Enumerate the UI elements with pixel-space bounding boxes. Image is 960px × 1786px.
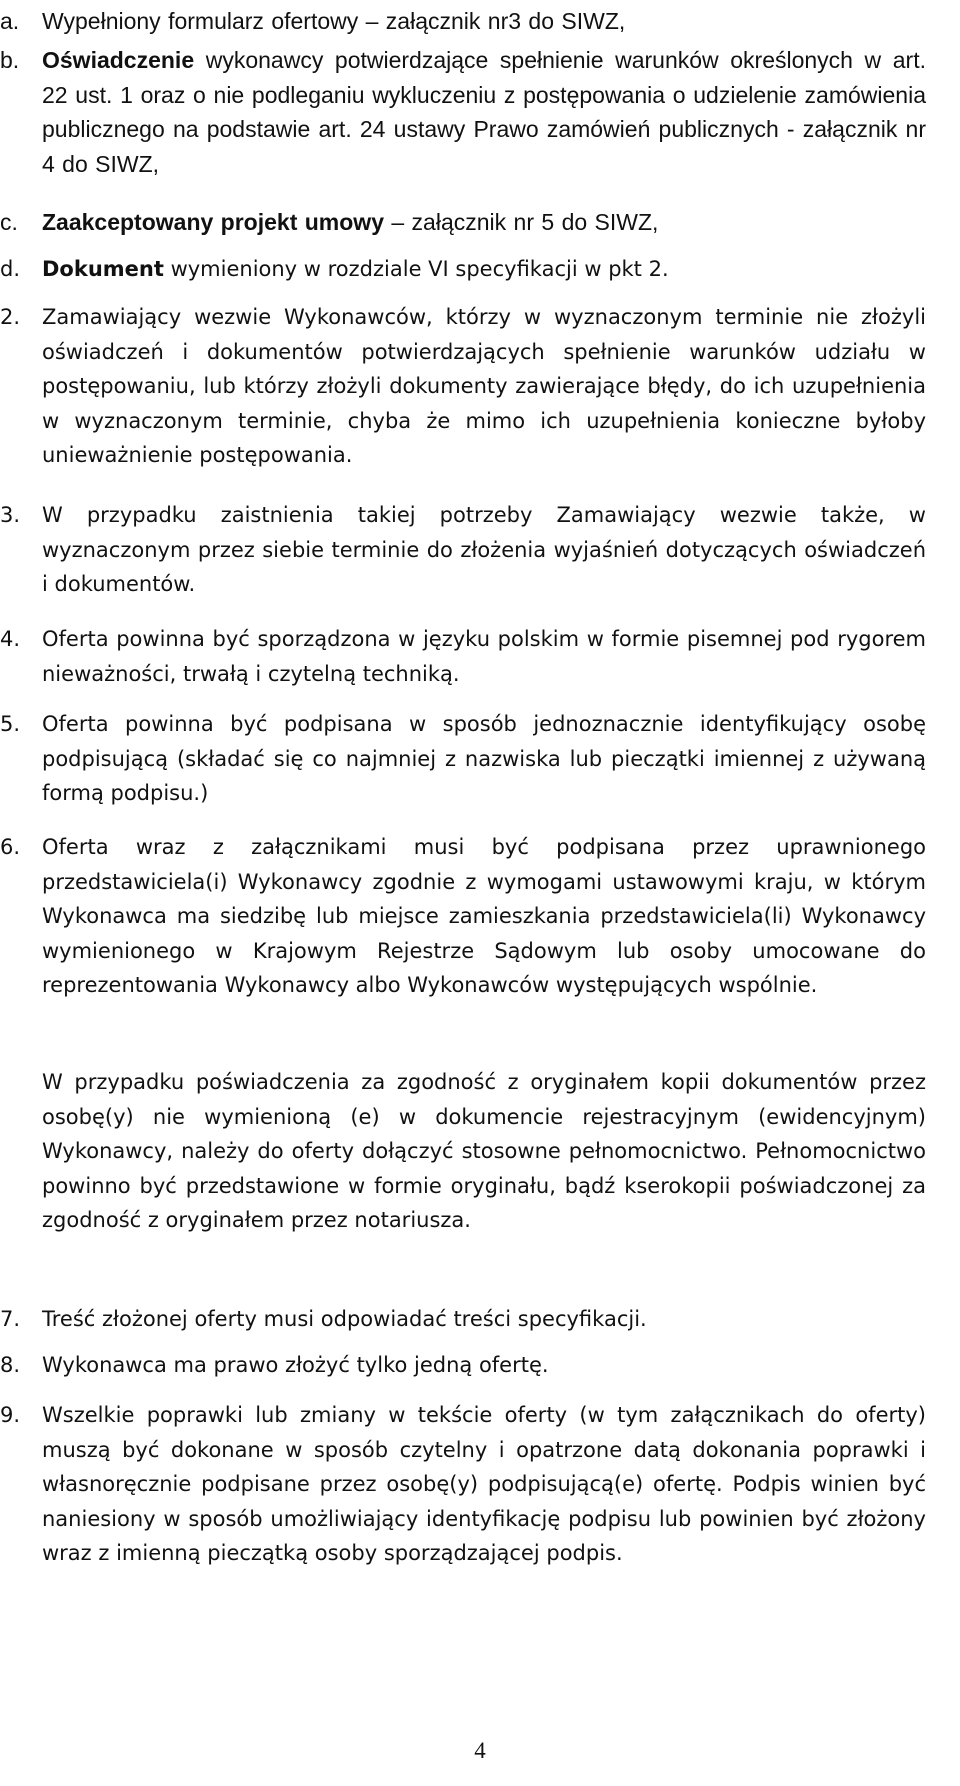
list-item-a [0, 4, 926, 39]
point-number: 6. [0, 835, 21, 859]
numbered-point-7 [0, 1302, 926, 1337]
list-item-d [0, 252, 926, 287]
point-number: 7. [0, 1307, 21, 1331]
point-number: 4. [0, 627, 21, 651]
list-item-c [0, 205, 926, 240]
point-text: W przypadku zaistnienia takiej potrzeby Zamawiający wezwie także, w wyznaczonym przez siebie terminie do złożenia wyjaśnień dotyczących oświadczeń i dokumentów. [42, 503, 926, 597]
list-label: a. [0, 8, 20, 34]
numbered-point-2 [0, 300, 926, 473]
list-label: d. [0, 257, 21, 281]
list-bold-text: Oświadczenie [42, 47, 195, 73]
page-number: 4 [474, 1738, 486, 1763]
point-text: Oferta powinna być sporządzona w języku polskim w formie pisemnej pod rygorem nieważności, trwałą i czytelną techniką. [42, 627, 926, 686]
point-number: 5. [0, 712, 21, 736]
point-number: 9. [0, 1403, 21, 1427]
list-label: c. [0, 209, 18, 235]
list-text: wymieniony w rozdziale VI specyfikacji w pkt 2. [163, 257, 669, 281]
numbered-point-8 [0, 1348, 926, 1383]
numbered-point-4 [0, 622, 926, 691]
list-item-b [0, 43, 926, 181]
numbered-point-5 [0, 707, 926, 811]
point-number: 2. [0, 305, 21, 329]
numbered-point-3 [0, 498, 926, 602]
list-bold-text: Dokument [42, 257, 164, 281]
point-text: Zamawiający wezwie Wykonawców, którzy w wyznaczonym terminie nie złożyli oświadczeń i dokumentów potwierdzających spełnienie warunków udziału w postępowaniu, lub którzy złożyli dokumenty zawierające błędy, do ich uzupełnienia w wyznaczonym terminie, chyba że mimo ich uzupełnienia konieczne byłoby unieważnienie postępowania. [42, 305, 926, 468]
point-text: W przypadku poświadczenia za zgodność z oryginałem kopii dokumentów przez osobę(y) nie wymienioną (e) w dokumencie rejestracyjnym (ewidencyjnym) Wykonawcy, należy do oferty dołączyć stosowne pełnomocnictwo. Pełnomocnictwo powinno być przedstawione w formie oryginału, bądź kserokopii poświadczonej za zgodność z oryginałem przez notariusza. [42, 1070, 926, 1233]
point-6-continuation [42, 1065, 926, 1238]
point-text: Treść złożonej oferty musi odpowiadać treści specyfikacji. [42, 1307, 647, 1331]
numbered-point-6 [0, 830, 926, 1003]
list-text: Wypełniony formularz ofertowy – załącznik nr3 do SIWZ, [42, 8, 626, 34]
list-label: b. [0, 47, 20, 73]
list-text: – załącznik nr 5 do SIWZ, [383, 209, 659, 235]
point-text: Oferta wraz z załącznikami musi być podpisana przez uprawnionego przedstawiciela(i) Wykonawcy zgodnie z wymogami ustawowymi kraju, w którym Wykonawca ma siedzibę lub miejsce zamieszkania przedstawiciela(li) Wykonawcy wymienionego w Krajowym Rejestrze Sądowym lub osoby umocowane do reprezentowania Wykonawcy albo Wykonawców występujących wspólnie. [42, 835, 926, 998]
point-text: Wykonawca ma prawo złożyć tylko jedną ofertę. [42, 1353, 549, 1377]
list-text: wykonawcy potwierdzające spełnienie warunków określonych w art. 22 ust. 1 oraz o nie podleganiu wykluczeniu z postępowania o udzielenie zamówienia publicznego na podstawie art. 24 ustawy Prawo zamówień publicznych - załącznik nr 4 do SIWZ, [42, 47, 926, 177]
point-number: 3. [0, 503, 21, 527]
point-text: Oferta powinna być podpisana w sposób jednoznacznie identyfikujący osobę podpisującą (składać się co najmniej z nazwiska lub pieczątki imiennej z używaną formą podpisu.) [42, 712, 926, 806]
numbered-point-9 [0, 1398, 926, 1571]
point-text: Wszelkie poprawki lub zmiany w tekście oferty (w tym załącznikach do oferty) muszą być dokonane w sposób czytelny i opatrzone datą dokonania poprawki i własnoręcznie podpisane przez osobę(y) podpisującą(e) ofertę. Podpis winien być naniesiony w sposób umożliwiający identyfikację podpisu lub powinien być złożony wraz z imienną pieczątką osoby sporządzającej podpis. [42, 1403, 926, 1566]
point-number: 8. [0, 1353, 21, 1377]
list-bold-text: Zaakceptowany projekt umowy [42, 209, 384, 235]
